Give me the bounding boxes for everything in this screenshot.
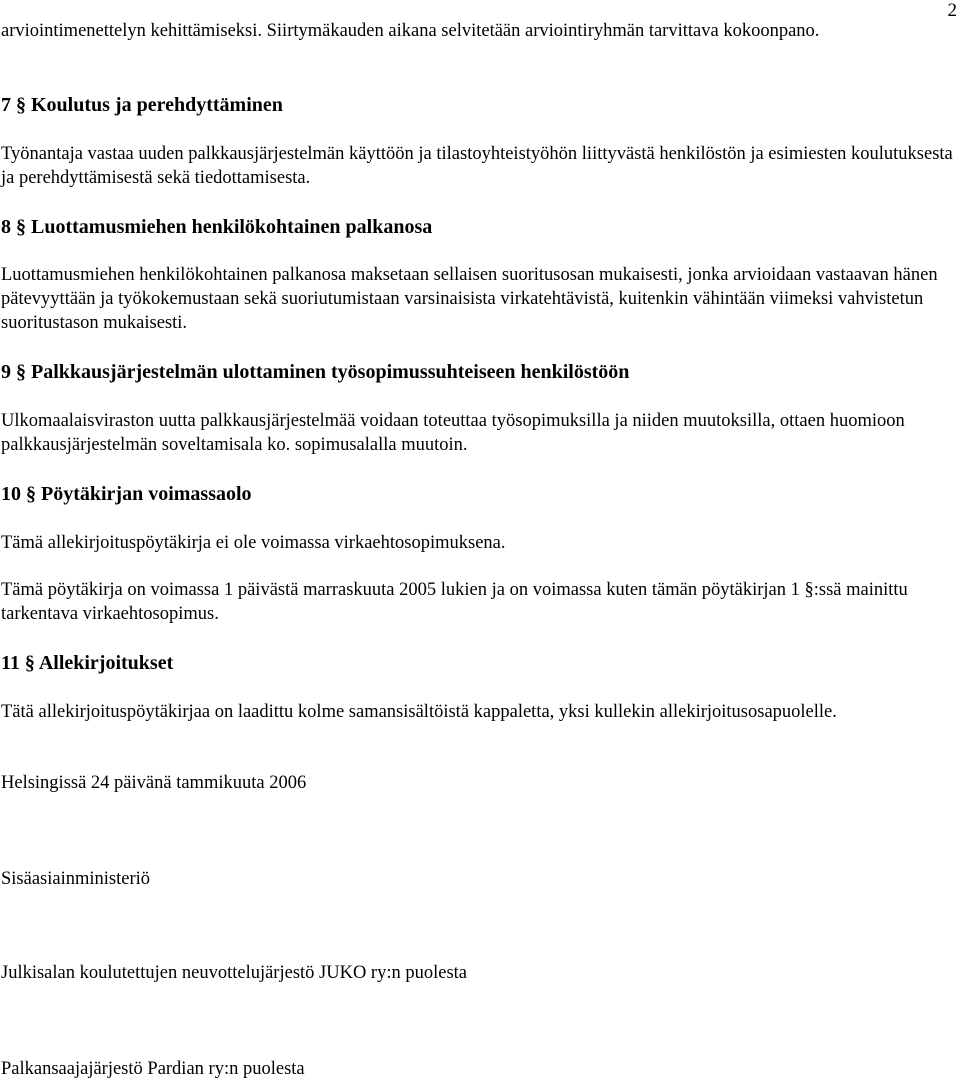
- section-number: 7: [1, 94, 11, 116]
- place-date: Helsingissä 24 päivänä tammikuuta 2006: [1, 773, 307, 793]
- section-8-paragraph: Luottamusmiehen henkilökohtainen palkanosa maksetaan sellaisen suoritusosan mukaisesti, jonka arvioidaan vastaavan hänen pätevyyttään ja työkokemustaan sekä suoriutumistaan varsinaisista virkatehtävistä, kuitenkin vähintään viimeksi vahvistetun suoritustason mukaisesti.: [1, 265, 938, 333]
- section-number: 8: [1, 216, 11, 238]
- section-number: 9: [1, 361, 11, 383]
- signatory-2: Julkisalan koulutettujen neuvottelujärjestö JUKO ry:n puolesta: [1, 963, 468, 983]
- section-9-paragraph: Ulkomaalaisviraston uutta palkkausjärjestelmää voidaan toteuttaa työsopimuksilla ja niiden muutoksilla, ottaen huomioon palkkausjärjestelmän soveltamisala ko. sopimusalalla muutoin.: [1, 411, 905, 455]
- signatory-1: Sisäasiainministeriö: [1, 869, 151, 889]
- section-11-paragraph: Tätä allekirjoituspöytäkirjaa on laadittu kolme samansisältöistä kappaletta, yksi kullekin allekirjoitusosapuolelle.: [1, 702, 837, 722]
- section-title: Allekirjoitukset: [38, 652, 174, 674]
- section-symbol: §: [26, 483, 36, 505]
- section-7-paragraph: Työnantaja vastaa uuden palkkausjärjestelmän käyttöön ja tilastoyhteistyöhön liittyvästä henkilöstön ja esimiesten koulutuksesta ja perehdyttämisestä sekä tiedottamisesta.: [1, 144, 953, 188]
- section-8-heading: [1, 214, 956, 240]
- section-10-paragraph-1: Tämä allekirjoituspöytäkirja ei ole voimassa virkaehtosopimuksena.: [1, 533, 506, 553]
- section-number: 11: [1, 652, 20, 674]
- section-symbol: §: [16, 361, 26, 383]
- section-title: Pöytäkirjan voimassaolo: [41, 483, 252, 505]
- intro-paragraph: arviointimenettelyn kehittämiseksi. Siirtymäkauden aikana selvitetään arviointiryhmän tarvittava kokoonpano.: [1, 21, 820, 41]
- section-title: Luottamusmiehen henkilökohtainen palkanosa: [31, 216, 433, 238]
- section-title: Koulutus ja perehdyttäminen: [31, 94, 283, 116]
- section-symbol: §: [16, 94, 26, 116]
- section-10-paragraph-2: Tämä pöytäkirja on voimassa 1 päivästä marraskuuta 2005 lukien ja on voimassa kuten tämän pöytäkirjan 1 §:ssä mainittu tarkentava virkaehtosopimus.: [1, 580, 908, 624]
- section-7-heading: [1, 92, 956, 118]
- section-title: Palkkausjärjestelmän ulottaminen työsopimussuhteiseen henkilöstöön: [31, 361, 630, 383]
- signatory-3: Palkansaajajärjestö Pardian ry:n puolesta: [1, 1059, 305, 1079]
- page-number: 2: [947, 0, 957, 21]
- section-symbol: §: [24, 652, 35, 674]
- section-11-heading: [1, 650, 956, 676]
- section-number: 10: [1, 483, 21, 505]
- section-10-heading: [1, 481, 956, 507]
- section-symbol: §: [16, 216, 26, 238]
- section-9-heading: [1, 359, 956, 385]
